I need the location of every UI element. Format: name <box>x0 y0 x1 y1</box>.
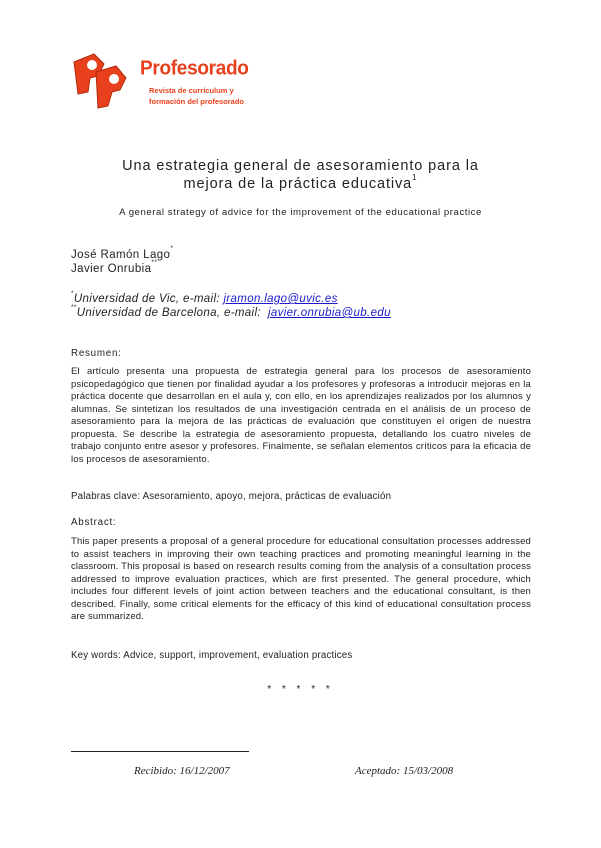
keywords-label: Palabras clave: <box>71 491 141 502</box>
author-mark: * <box>170 245 174 252</box>
affiliation-1 <box>71 292 338 305</box>
email-link-lago[interactable]: jramon.lago@uvic.es <box>223 292 338 305</box>
english-title: A general strategy of advice for the improvement of the educational practice <box>119 207 482 218</box>
email-link-onrubia[interactable]: javier.onrubia@ub.edu <box>268 306 391 319</box>
author-mark: ** <box>151 259 158 266</box>
keywords-label: Key words: <box>71 650 121 661</box>
author-2 <box>71 259 158 275</box>
keywords-values: Asesoramiento, apoyo, mejora, prácticas de evaluación <box>142 491 392 502</box>
section-separator: * * * * * <box>267 684 334 695</box>
author-name: José Ramón Lago <box>71 248 171 261</box>
received-date: Recibido: 16/12/2007 <box>134 765 230 777</box>
keywords-values: Advice, support, improvement, evaluation practices <box>123 650 353 661</box>
article-title-line1: Una estrategia general de asesoramiento para la <box>122 158 479 174</box>
article-title-line2-wrap <box>0 175 601 192</box>
key-words <box>71 650 352 661</box>
affiliation-2 <box>71 306 391 319</box>
affiliation-mark: * <box>71 290 74 297</box>
journal-name: Profesorado <box>140 57 249 80</box>
journal-subtitle-line1: Revista de currículum y <box>149 86 234 95</box>
title-footnote-mark: 1 <box>412 173 418 182</box>
affiliation-mark: ** <box>71 304 77 311</box>
abstract-heading: Abstract: <box>71 517 117 528</box>
author-1 <box>71 245 174 261</box>
resumen-heading: Resumen: <box>71 348 122 359</box>
palabras-clave <box>71 491 391 502</box>
journal-logo-icon <box>68 48 136 112</box>
journal-subtitle-line2: formación del profesorado <box>149 97 245 106</box>
footnote-rule <box>71 751 249 752</box>
resumen-body: El artículo presenta una propuesta de estrategia general para los procesos de asesoramiento psicopedagógico que tienen por finalidad ayudar a los profesores y profesoras a introducir mejoras en la práctica docente que desarrollan en el aula y, con ello, en los aprendizajes realizados por los alumnos y alumnas. Se sintetizan los resultados de una investigación centrada en el análisis de un proceso de asesoramiento para la mejora de las prácticas de evaluación que constituyen el origen de nuestra propuesta. Se describe la estrategia de asesoramiento propuesta, detallando los cuatro niveles de trabajo conjunto entre asesor y profesores. Finalmente, se señalan elementos críticos para la eficacia de los procesos de asesoramiento. <box>71 366 531 465</box>
author-name: Javier Onrubia <box>71 262 152 275</box>
accepted-date: Aceptado: 15/03/2008 <box>355 765 454 777</box>
affiliation-text: Universidad de Vic, e-mail: <box>73 292 224 305</box>
abstract-body: This paper presents a proposal of a general procedure for educational consultation processes addressed to assist teachers in improving their own teaching practices and promoting meaningful learning in the classroom. This proposal is based on research results coming from the analysis of a consultation process addressed to improve evaluation practices, which are first presented. The general procedure, which includes four different levels of joint action between teachers and the educational consultant, is then described. Finally, some critical elements for the efficacy of this kind of educational consultation process are summarized. <box>71 536 531 622</box>
affiliation-text: Universidad de Barcelona, e-mail: <box>76 306 268 319</box>
article-title-line2: mejora de la práctica educativa <box>183 175 413 192</box>
